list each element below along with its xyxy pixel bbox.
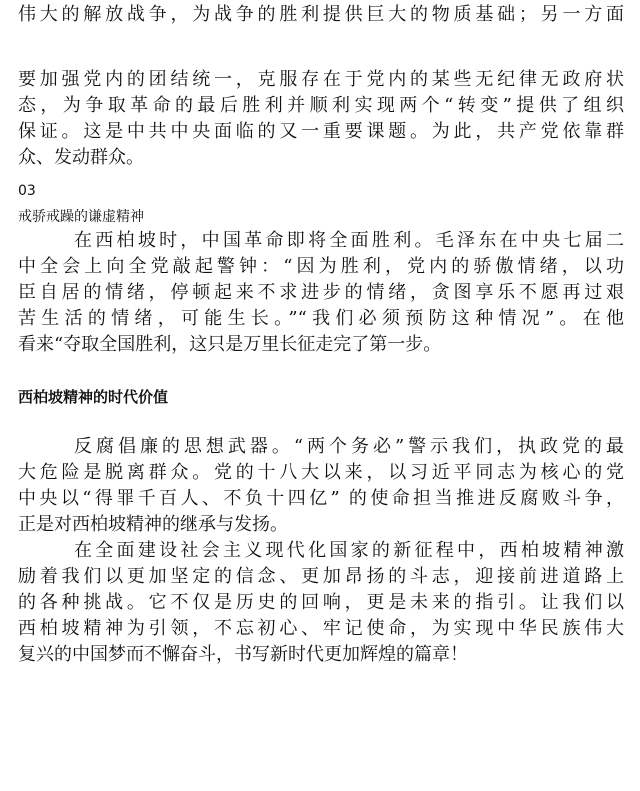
paragraph-line: 的各种挑战。它不仅是历史的回响，更是未来的指引。让我们以: [18, 592, 624, 613]
paragraph-line: 臣自居的情绪，停顿起来不求进步的情绪，贪图享乐不愿再过艰: [18, 282, 624, 303]
section-title: 西柏坡精神的时代价值: [18, 388, 169, 406]
paragraph-line: 反腐倡廉的思想武器。“两个务必”警示我们，执政党的最: [74, 436, 624, 457]
paragraph-line: 苦生活的情绪，可能生长。”“我们必须预防这种情况”。在他: [18, 308, 624, 329]
continued-text-line: 伟大的解放战争，为战争的胜利提供巨大的物质基础；另一方面: [18, 4, 624, 25]
paragraph-line: 正是对西柏坡精神的继承与发扬。: [18, 514, 288, 535]
section-number: 03: [18, 183, 36, 199]
paragraph-line: 要加强党内的团结统一，克服存在于党内的某些无纪律无政府状: [18, 69, 624, 90]
paragraph-line: 保证。这是中共中央面临的又一重要课题。为此，共产党依靠群: [18, 121, 624, 142]
paragraph-line: 在西柏坡时，中国革命即将全面胜利。毛泽东在中央七届二: [74, 230, 624, 251]
paragraph-line: 看来“夺取全国胜利，这只是万里长征走完了第一步。: [18, 334, 442, 355]
paragraph-line: 中全会上向全党敲起警钟：“因为胜利，党内的骄傲情绪，以功: [18, 256, 624, 277]
paragraph-line: 励着我们以更加坚定的信念、更加昂扬的斗志，迎接前进道路上: [18, 566, 624, 587]
paragraph-line: 中央以“得罪千百人、不负十四亿” 的使命担当推进反腐败斗争，: [18, 488, 624, 509]
paragraph-line: 大危险是脱离群众。党的十八大以来，以习近平同志为核心的党: [18, 462, 624, 483]
paragraph-line: 态，为争取革命的最后胜利并顺利实现两个“转变”提供了组织: [18, 95, 624, 116]
section-subtitle: 戒骄戒躁的谦虚精神: [18, 209, 144, 225]
paragraph-line: 西柏坡精神为引领，不忘初心、牢记使命，为实现中华民族伟大: [18, 618, 624, 639]
paragraph-line: 在全面建设社会主义现代化国家的新征程中，西柏坡精神激: [74, 540, 624, 561]
paragraph-line: 众、发动群众。: [18, 147, 144, 168]
paragraph-line: 复兴的中国梦而不懈奋斗，书写新时代更加辉煌的篇章！: [18, 644, 468, 665]
